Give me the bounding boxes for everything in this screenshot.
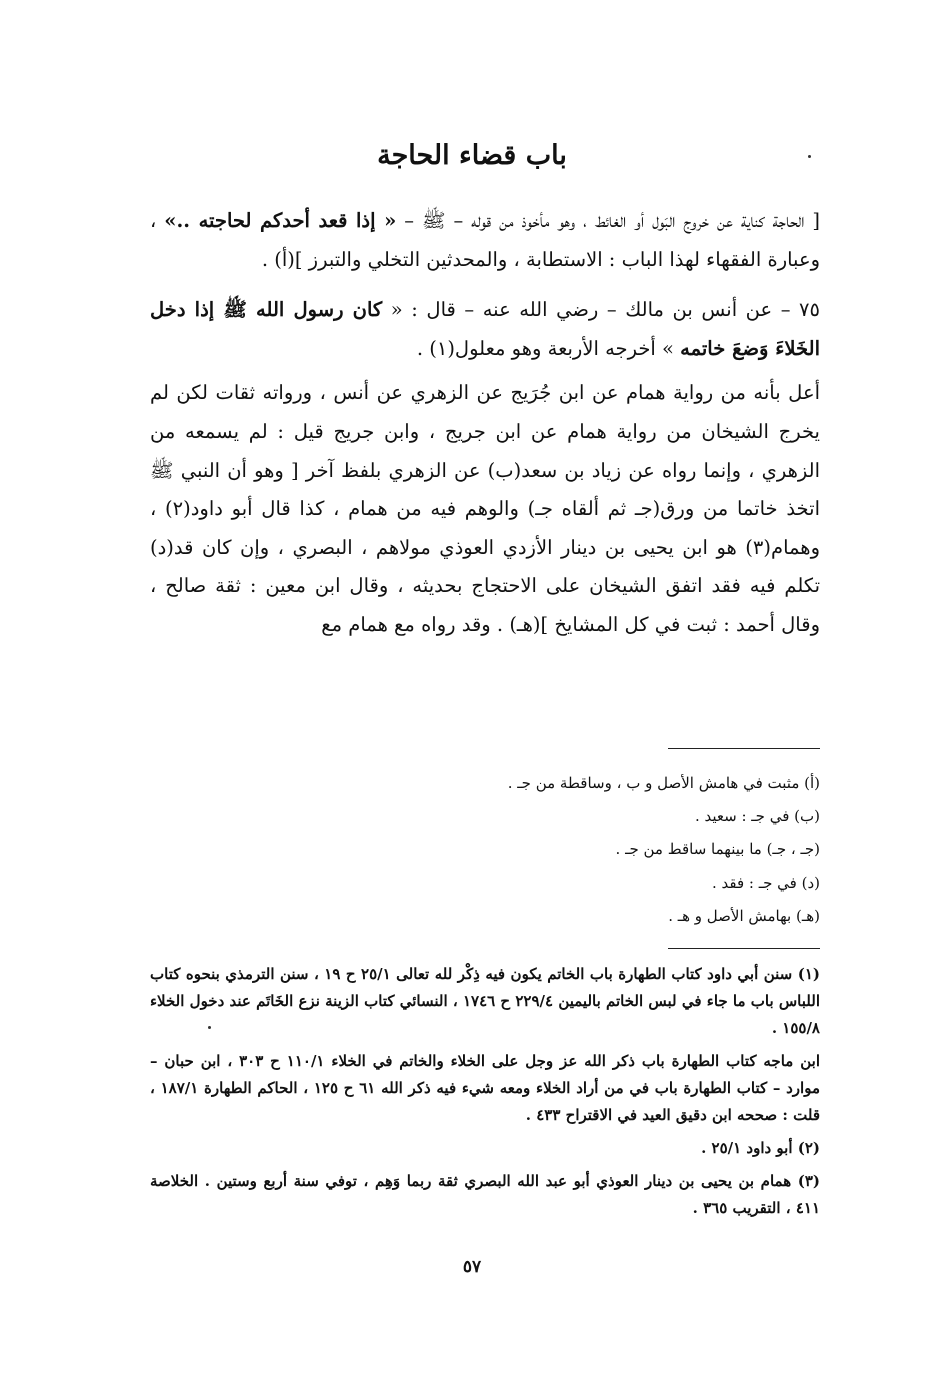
intro-quote: « إذا قعد أحدكم لحاجته ..» [164, 209, 397, 232]
intro-paragraph [150, 202, 820, 279]
scan-speck [208, 1026, 211, 1029]
hadith-lead: ٧٥ – عن أنس بن مالك – رضي الله عنه – قال : « [382, 298, 820, 322]
page-number: ٥٧ [462, 1257, 482, 1277]
hadith-paragraph [150, 291, 820, 368]
variant-note: (أ) مثبت في هامش الأصل و ب ، وساقطة من جـ . [507, 774, 820, 792]
chapter-title: باب قضاء الحاجة [377, 140, 567, 171]
footnote: (٢) أبو داود ٢٥/١ . [701, 1139, 820, 1157]
main-text [150, 202, 820, 645]
hadith-quote: كان رسول الله ﷺ إذا دخل الخَلاءَ وَضعَ خاتمه [150, 298, 820, 360]
variants-divider [668, 748, 820, 749]
variant-note: (هـ) بهامش الأصل و هـ . [668, 906, 820, 925]
commentary-paragraph: أعل بأنه من رواية همام عن ابن جُرَيج عن الزهري عن أنس ، ورواته ثقات لكن لم يخرج الشيخان من رواية همام عن ابن جريج ، وابن جريج قيل : لم يسمعه من الزهري ، وإنما رواه عن زياد بن سعد(ب) عن الزهري بلفظ آخر [ وهو أن النبي ﷺ اتخذ خاتما من ورق(جـ ثم ألقاه جـ) والوهم فيه من همام ، كذا قال أبو داود(٢) ، وهمام(٣) هو ابن يحيى بن دينار الأزدي العوذي مولاهم ، البصري ، وإن كان قد(د) تكلم فيه فقد اتفق الشيخان على الاحتجاج بحديثه ، وقال ابن معين : ثقة صالح ، وقال أحمد : ثبت في كل المشايخ ](هـ) . وقد رواه مع همام مع [150, 381, 820, 636]
footnote: ابن ماجه كتاب الطهارة باب ذكر الله عز وجل على الخلاء والخاتم في الخلاء ١١٠/١ ح ٣٠٣ ، ابن حبان – موارد – كتاب الطهارة باب في من أراد الخلاء ومعه شيء فيه ذكر الله ٦١ ح ١٢٥ ، الحاكم الطهارة ١٨٧/١ ، قلت : صححه ابن دقيق العيد في الاقتراح ٤٣٣ . [150, 1052, 820, 1124]
variant-note: (جـ ، جـ) ما بينهما ساقط من جـ . [615, 840, 820, 859]
hadith-tail: » أخرجه الأربعة وهو معلول(١) . [416, 336, 681, 360]
footnote: (٣) همام بن يحيى بن دينار العوذي أبو عبد الله البصري ثقة ربما وَهِم ، توفي سنة أربع وستين . الخلاصة ٤١١ ، التقريب ٣٦٥ . [150, 1172, 820, 1217]
variant-note: (د) في جـ : فقد . [711, 873, 820, 892]
scan-speck [808, 155, 811, 158]
footnotes [150, 961, 820, 1222]
intro-text: [ الحاجة كناية عن خروج البَول أو الغائط ، وهو مأخوذ من قوله – ﷺ – [404, 209, 821, 232]
variant-note: (ب) في جـ : سعيد . [694, 807, 820, 826]
footnotes-divider [668, 948, 820, 949]
intro-text-rest: ، وعبارة الفقهاء لهذا الباب : الاستطابة ، والمحدثين التخلي والتبرز ](أ) . [150, 209, 820, 271]
footnote: (١) سنن أبي داود كتاب الطهارة باب الخاتم يكون فيه ذِكْر لله تعالى ٢٥/١ ح ١٩ ، سنن الترمذي بنحوه كتاب اللباس باب ما جاء في لبس الخاتم باليمين ٢٢٩/٤ ح ١٧٤٦ ، النسائي كتاب الزينة نزع الخَاتَم عند دخول الخلاء ١٥٥/٨ . [150, 965, 820, 1037]
variant-notes [150, 767, 820, 933]
